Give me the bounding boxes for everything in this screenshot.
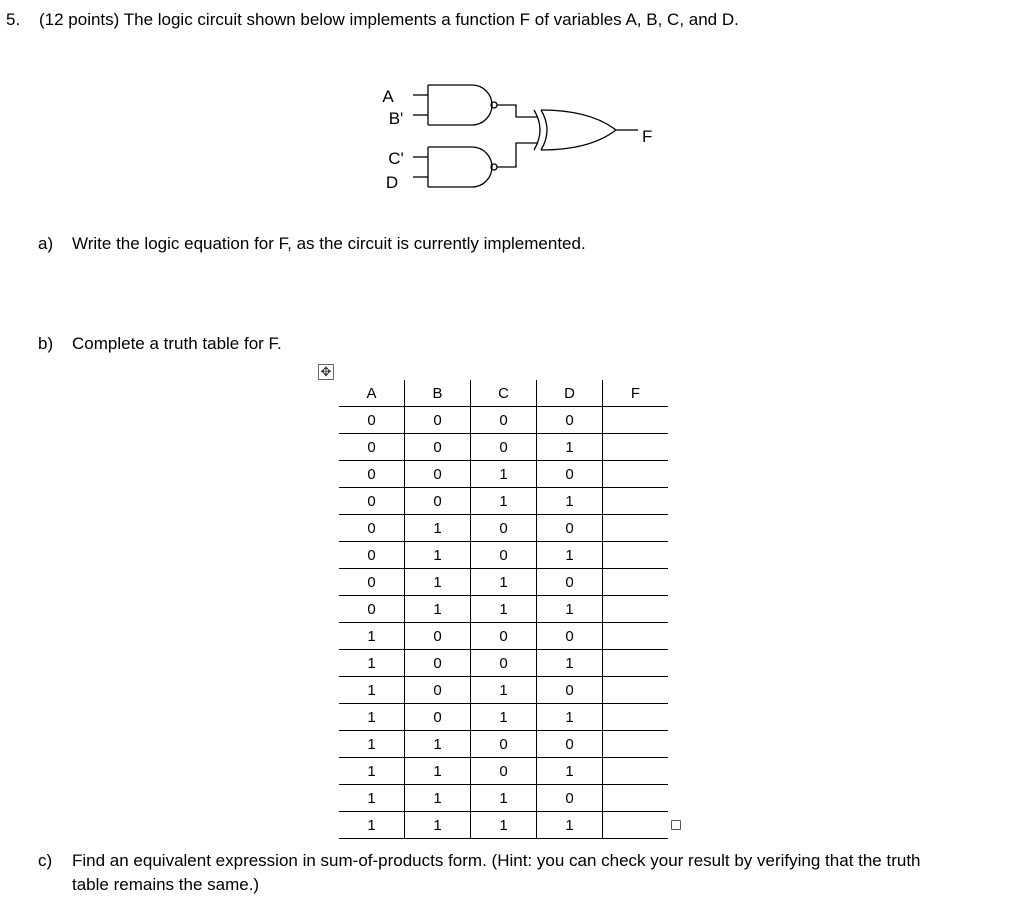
cell-c: 0 [471,434,537,461]
cell-b: 0 [405,434,471,461]
xnor-gate [534,110,638,150]
table-row [339,407,668,434]
part-b [38,334,282,354]
cell-b: 1 [405,515,471,542]
part-c [38,849,1018,897]
cell-d: 0 [537,569,603,596]
truth-table [339,380,668,839]
table-row [339,461,668,488]
cell-f[interactable] [603,812,669,839]
nand-gate-bottom [413,143,538,187]
cell-a: 0 [339,461,405,488]
cell-b: 1 [405,785,471,812]
cell-c: 0 [471,623,537,650]
cell-d: 1 [537,650,603,677]
table-row [339,704,668,731]
cell-b: 1 [405,596,471,623]
question-title [6,10,739,30]
table-row [339,569,668,596]
cell-b: 1 [405,731,471,758]
logic-circuit-diagram [370,80,670,200]
cell-a: 1 [339,650,405,677]
header-b: B [405,380,471,407]
table-row [339,596,668,623]
header-d: D [537,380,603,407]
table-row [339,488,668,515]
cell-a: 0 [339,407,405,434]
cell-a: 1 [339,731,405,758]
part-b-text: Complete a truth table for F. [72,334,282,353]
header-a: A [339,380,405,407]
table-row [339,677,668,704]
cell-f[interactable] [603,731,669,758]
table-row [339,650,668,677]
part-b-label: b) [38,334,54,353]
cell-a: 1 [339,785,405,812]
part-c-text-line1: Find an equivalent expression in sum-of-products form. (Hint: you can check your result by verifying that the truth [72,851,921,870]
cell-d: 1 [537,704,603,731]
table-row [339,623,668,650]
table-move-handle-icon[interactable]: ✥ [318,364,334,380]
cell-b: 1 [405,758,471,785]
nand-gate-top [413,85,538,125]
cell-d: 0 [537,731,603,758]
question-number: 5. [6,10,21,29]
cell-a: 1 [339,812,405,839]
cell-a: 0 [339,542,405,569]
cell-c: 1 [471,488,537,515]
cell-b: 0 [405,677,471,704]
cell-f[interactable] [603,758,669,785]
cell-c: 1 [471,596,537,623]
table-row [339,434,668,461]
cell-f[interactable] [603,704,669,731]
cell-b: 0 [405,704,471,731]
cell-f[interactable] [603,677,669,704]
table-row [339,758,668,785]
cell-d: 0 [537,623,603,650]
cell-b: 1 [405,542,471,569]
cell-a: 0 [339,569,405,596]
cell-c: 1 [471,704,537,731]
cell-a: 1 [339,623,405,650]
cell-f[interactable] [603,542,669,569]
cell-a: 0 [339,596,405,623]
cell-f[interactable] [603,515,669,542]
cell-c: 0 [471,515,537,542]
cell-f[interactable] [603,488,669,515]
cell-c: 1 [471,785,537,812]
cell-b: 0 [405,623,471,650]
cell-d: 1 [537,488,603,515]
cell-a: 1 [339,677,405,704]
cell-f[interactable] [603,461,669,488]
cell-f[interactable] [603,407,669,434]
table-row [339,515,668,542]
table-row [339,785,668,812]
input-label-c-prime: C' [388,149,404,168]
cell-f[interactable] [603,785,669,812]
cell-c: 0 [471,758,537,785]
part-c-text-line2: table remains the same.) [72,875,260,894]
cell-f[interactable] [603,650,669,677]
cell-d: 0 [537,515,603,542]
cell-b: 0 [405,488,471,515]
cell-c: 1 [471,569,537,596]
part-c-label: c) [38,851,53,870]
table-row [339,731,668,758]
input-label-b-prime: B' [388,109,404,128]
table-row [339,812,668,839]
input-label-a: A [382,87,394,106]
cell-d: 1 [537,434,603,461]
cell-b: 1 [405,812,471,839]
question-text: (12 points) The logic circuit shown below implements a function F of variables A, B, C, and D. [39,10,739,29]
cell-c: 1 [471,677,537,704]
cell-d: 1 [537,812,603,839]
cell-b: 0 [405,407,471,434]
table-row [339,542,668,569]
cell-a: 0 [339,515,405,542]
header-c: C [471,380,537,407]
cell-f[interactable] [603,623,669,650]
cell-c: 1 [471,461,537,488]
cell-c: 0 [471,731,537,758]
cell-d: 1 [537,758,603,785]
part-a [38,234,586,254]
cell-d: 1 [537,542,603,569]
truth-table-header-row [339,380,668,407]
input-label-d: D [385,173,399,192]
cell-b: 1 [405,569,471,596]
cell-a: 0 [339,434,405,461]
part-a-text: Write the logic equation for F, as the circuit is currently implemented. [72,234,586,253]
cell-a: 1 [339,758,405,785]
checkbox-icon[interactable] [671,820,681,830]
cell-d: 1 [537,596,603,623]
cell-c: 1 [471,812,537,839]
part-a-label: a) [38,234,54,253]
cell-b: 0 [405,650,471,677]
cell-f[interactable] [603,434,669,461]
cell-c: 0 [471,650,537,677]
cell-f[interactable] [603,596,669,623]
cell-d: 0 [537,407,603,434]
cell-a: 1 [339,704,405,731]
cell-f[interactable] [603,569,669,596]
cell-c: 0 [471,542,537,569]
cell-a: 0 [339,488,405,515]
header-f: F [603,380,669,407]
cell-c: 0 [471,407,537,434]
cell-d: 0 [537,677,603,704]
cell-d: 0 [537,785,603,812]
output-label-f: F [642,127,653,146]
cell-d: 0 [537,461,603,488]
cell-b: 0 [405,461,471,488]
